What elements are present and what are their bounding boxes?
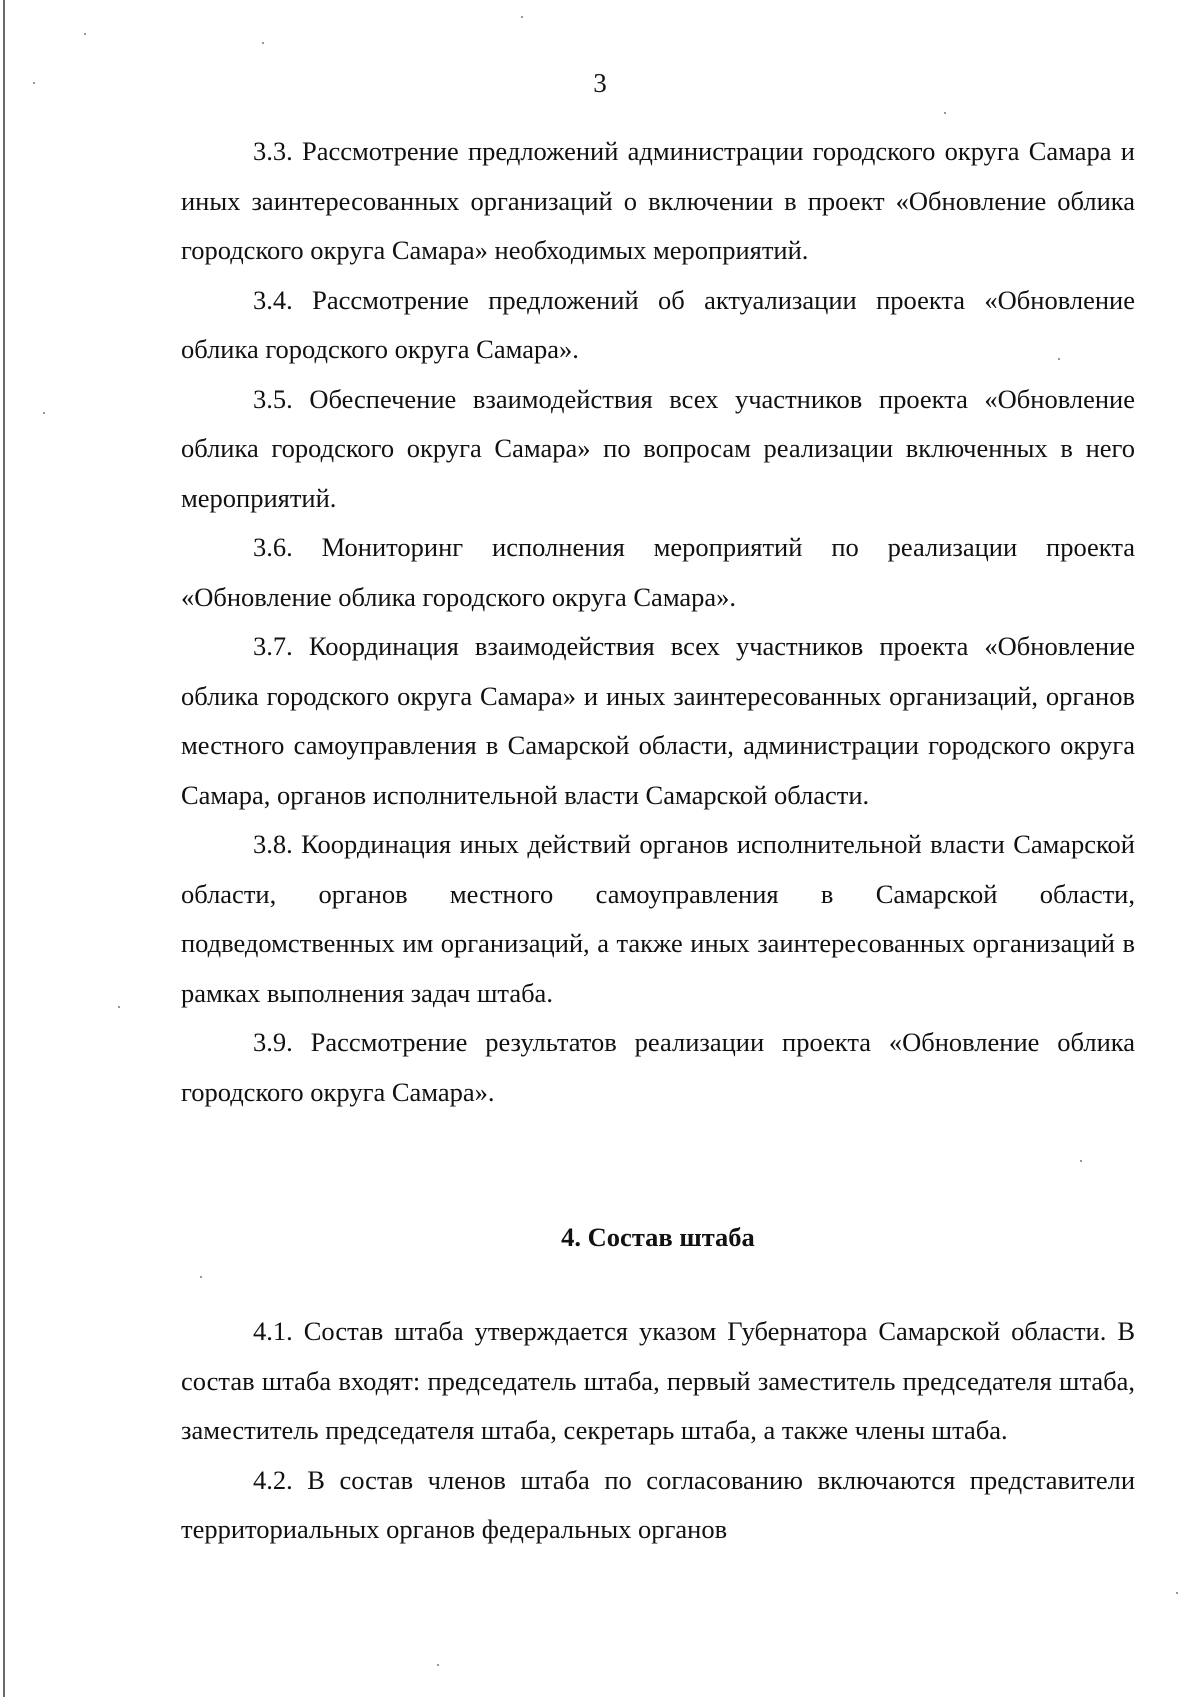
page-edge-line	[3, 0, 5, 1697]
paragraph-3-5: 3.5. Обеспечение взаимодействия всех участников проекта «Обновление облика городского округа Самара» по вопросам реализации включенных в него мероприятий.	[181, 383, 1135, 513]
scan-speck	[1176, 1592, 1178, 1594]
section-3-body	[181, 127, 1135, 1117]
section-4-heading: 4. Состав штаба	[561, 1222, 755, 1252]
paragraph-3-6: 3.6. Мониторинг исполнения мероприятий по реализации проекта «Обновление облика городского округа Самара».	[181, 532, 1135, 612]
paragraph-3-8: 3.8. Координация иных действий органов исполнительной власти Самарской области, органов местного самоуправления в Самарской области, подведомственных им организаций, а также иных заинтересованных организаций в рамках выполнения задач штаба.	[181, 829, 1135, 1008]
scan-speck	[262, 42, 264, 44]
paragraph-3-9: 3.9. Рассмотрение результатов реализации проекта «Обновление облика городского округа Самара».	[181, 1027, 1135, 1107]
scan-speck	[118, 1006, 120, 1008]
scan-speck	[437, 1664, 439, 1666]
paragraph-4-2: 4.2. В состав членов штаба по согласованию включаются представители территориальных органов федеральных органов	[181, 1464, 1135, 1544]
paragraph-4-1: 4.1. Состав штаба утверждается указом Губернатора Самарской области. В состав штаба входят: председатель штаба, первый заместитель председателя штаба, заместитель председателя штаба, секретарь штаба, а также члены штаба.	[181, 1316, 1135, 1445]
scan-speck	[1058, 358, 1060, 360]
scan-speck	[43, 412, 45, 414]
scan-speck	[84, 33, 86, 35]
scan-speck	[1080, 1160, 1082, 1162]
page-number: 3	[593, 68, 607, 98]
paragraph-3-7: 3.7. Координация взаимодействия всех участников проекта «Обновление облика городского округа Самара» и иных заинтересованных организаций, органов местного самоуправления в Самарской области, администрации городского округа Самара, органов исполнительной власти Самарской области.	[181, 631, 1135, 810]
scan-speck	[33, 82, 35, 84]
section-4-body	[181, 1307, 1135, 1555]
scan-speck	[521, 16, 523, 18]
paragraph-3-4: 3.4. Рассмотрение предложений об актуализации проекта «Обновление облика городского округа Самара».	[181, 284, 1135, 364]
paragraph-3-3: 3.3. Рассмотрение предложений администрации городского округа Самара и иных заинтересованных организаций о включении в проект «Обновление облика городского округа Самара» необходимых мероприятий.	[181, 136, 1135, 265]
scan-speck	[944, 112, 946, 114]
scan-speck	[200, 1276, 202, 1278]
